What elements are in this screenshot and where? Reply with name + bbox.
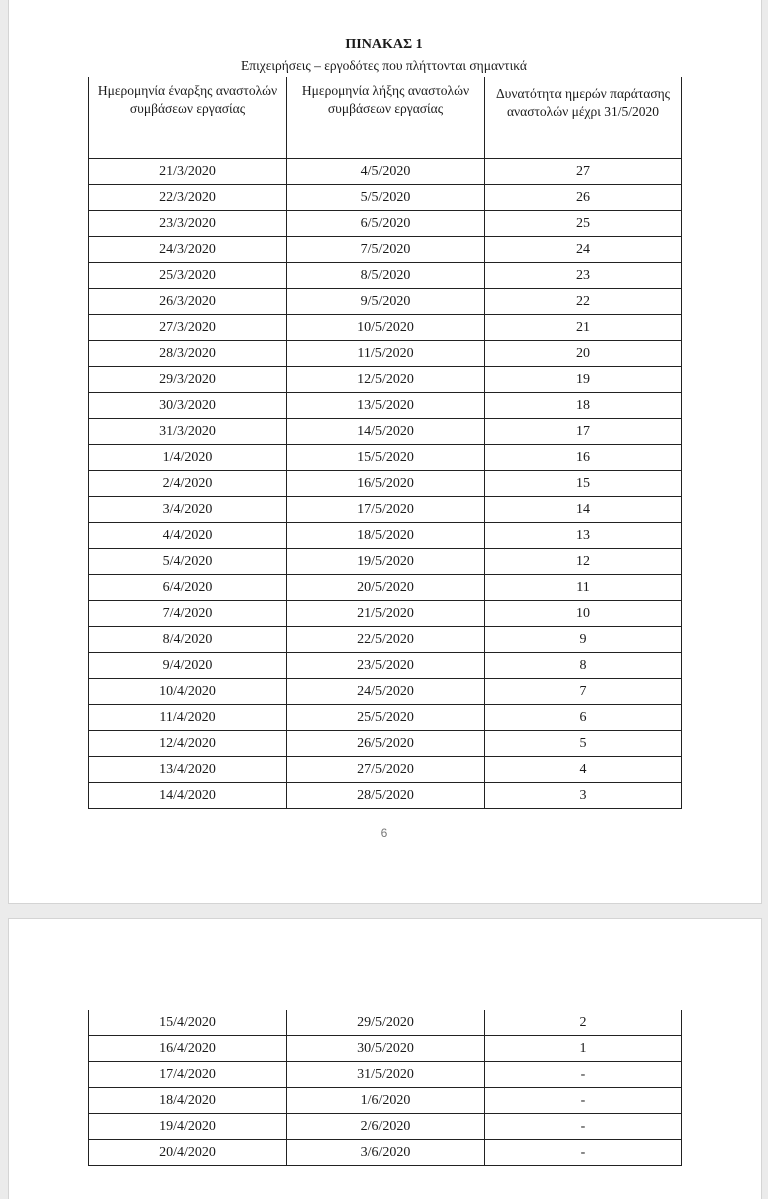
cell-extension-days: 3 <box>485 783 682 809</box>
table-row <box>89 627 682 653</box>
table-row <box>89 263 682 289</box>
cell-extension-days: 7 <box>485 679 682 705</box>
cell-extension-days: - <box>485 1140 682 1166</box>
cell-end-date: 4/5/2020 <box>287 159 485 185</box>
cell-start-date: 23/3/2020 <box>89 211 287 237</box>
cell-end-date: 28/5/2020 <box>287 783 485 809</box>
table-row <box>89 237 682 263</box>
cell-extension-days: - <box>485 1062 682 1088</box>
cell-start-date: 12/4/2020 <box>89 731 287 757</box>
table-row <box>89 653 682 679</box>
cell-extension-days: 11 <box>485 575 682 601</box>
table-row <box>89 731 682 757</box>
cell-extension-days: 9 <box>485 627 682 653</box>
cell-start-date: 6/4/2020 <box>89 575 287 601</box>
cell-start-date: 10/4/2020 <box>89 679 287 705</box>
cell-end-date: 23/5/2020 <box>287 653 485 679</box>
table-row <box>89 1010 682 1036</box>
cell-end-date: 26/5/2020 <box>287 731 485 757</box>
cell-extension-days: 15 <box>485 471 682 497</box>
table-row <box>89 523 682 549</box>
cell-end-date: 17/5/2020 <box>287 497 485 523</box>
cell-start-date: 16/4/2020 <box>89 1036 287 1062</box>
header-start-date: Ημερομηνία έναρξης αναστολών συμβάσεων εργασίας <box>89 77 287 159</box>
cell-extension-days: 22 <box>485 289 682 315</box>
table-row <box>89 549 682 575</box>
cell-end-date: 27/5/2020 <box>287 757 485 783</box>
cell-extension-days: 16 <box>485 445 682 471</box>
cell-start-date: 3/4/2020 <box>89 497 287 523</box>
cell-start-date: 17/4/2020 <box>89 1062 287 1088</box>
cell-start-date: 29/3/2020 <box>89 367 287 393</box>
cell-end-date: 7/5/2020 <box>287 237 485 263</box>
cell-end-date: 31/5/2020 <box>287 1062 485 1088</box>
cell-extension-days: 19 <box>485 367 682 393</box>
table-row <box>89 1036 682 1062</box>
cell-start-date: 30/3/2020 <box>89 393 287 419</box>
cell-end-date: 10/5/2020 <box>287 315 485 341</box>
cell-start-date: 22/3/2020 <box>89 185 287 211</box>
cell-end-date: 24/5/2020 <box>287 679 485 705</box>
table-row <box>89 705 682 731</box>
cell-start-date: 4/4/2020 <box>89 523 287 549</box>
cell-end-date: 18/5/2020 <box>287 523 485 549</box>
table-row <box>89 783 682 809</box>
table-row <box>89 471 682 497</box>
table-row <box>89 575 682 601</box>
schedule-table-page-1 <box>88 77 682 809</box>
table-row <box>89 601 682 627</box>
cell-end-date: 8/5/2020 <box>287 263 485 289</box>
cell-extension-days: 2 <box>485 1010 682 1036</box>
cell-end-date: 29/5/2020 <box>287 1010 485 1036</box>
cell-start-date: 21/3/2020 <box>89 159 287 185</box>
cell-start-date: 11/4/2020 <box>89 705 287 731</box>
cell-end-date: 16/5/2020 <box>287 471 485 497</box>
table-row <box>89 419 682 445</box>
cell-start-date: 7/4/2020 <box>89 601 287 627</box>
cell-extension-days: 10 <box>485 601 682 627</box>
cell-end-date: 20/5/2020 <box>287 575 485 601</box>
cell-end-date: 5/5/2020 <box>287 185 485 211</box>
cell-start-date: 2/4/2020 <box>89 471 287 497</box>
cell-extension-days: 1 <box>485 1036 682 1062</box>
table-row <box>89 211 682 237</box>
cell-end-date: 1/6/2020 <box>287 1088 485 1114</box>
cell-end-date: 11/5/2020 <box>287 341 485 367</box>
cell-end-date: 15/5/2020 <box>287 445 485 471</box>
page-number: 6 <box>380 826 388 840</box>
table-row <box>89 289 682 315</box>
cell-start-date: 25/3/2020 <box>89 263 287 289</box>
cell-extension-days: - <box>485 1114 682 1140</box>
schedule-table-page-2 <box>88 1010 682 1166</box>
table-row <box>89 159 682 185</box>
table-row <box>89 497 682 523</box>
table-row <box>89 367 682 393</box>
cell-end-date: 3/6/2020 <box>287 1140 485 1166</box>
cell-extension-days: 17 <box>485 419 682 445</box>
cell-extension-days: 13 <box>485 523 682 549</box>
table-row <box>89 1114 682 1140</box>
cell-extension-days: 26 <box>485 185 682 211</box>
table-row <box>89 757 682 783</box>
table-title: ΠΙΝΑΚΑΣ 1 <box>345 37 423 52</box>
cell-start-date: 27/3/2020 <box>89 315 287 341</box>
table-row <box>89 445 682 471</box>
cell-extension-days: 21 <box>485 315 682 341</box>
cell-end-date: 22/5/2020 <box>287 627 485 653</box>
cell-start-date: 26/3/2020 <box>89 289 287 315</box>
cell-extension-days: 5 <box>485 731 682 757</box>
cell-extension-days: 8 <box>485 653 682 679</box>
cell-extension-days: 12 <box>485 549 682 575</box>
cell-extension-days: 23 <box>485 263 682 289</box>
cell-start-date: 9/4/2020 <box>89 653 287 679</box>
table-row <box>89 1062 682 1088</box>
cell-end-date: 19/5/2020 <box>287 549 485 575</box>
cell-extension-days: 20 <box>485 341 682 367</box>
table-row <box>89 1088 682 1114</box>
cell-start-date: 19/4/2020 <box>89 1114 287 1140</box>
cell-extension-days: 18 <box>485 393 682 419</box>
cell-start-date: 8/4/2020 <box>89 627 287 653</box>
cell-end-date: 21/5/2020 <box>287 601 485 627</box>
cell-end-date: 9/5/2020 <box>287 289 485 315</box>
header-end-date: Ημερομηνία λήξης αναστολών συμβάσεων εργασίας <box>287 77 485 159</box>
table-subtitle: Επιχειρήσεις – εργοδότες που πλήττονται σημαντικά <box>241 58 527 73</box>
cell-start-date: 13/4/2020 <box>89 757 287 783</box>
cell-start-date: 20/4/2020 <box>89 1140 287 1166</box>
table-row <box>89 315 682 341</box>
cell-end-date: 6/5/2020 <box>287 211 485 237</box>
cell-extension-days: 14 <box>485 497 682 523</box>
table-header-row <box>89 77 682 159</box>
cell-start-date: 28/3/2020 <box>89 341 287 367</box>
cell-start-date: 14/4/2020 <box>89 783 287 809</box>
cell-start-date: 31/3/2020 <box>89 419 287 445</box>
cell-extension-days: 25 <box>485 211 682 237</box>
header-extension-days: Δυνατότητα ημερών παράτασης αναστολών μέχρι 31/5/2020 <box>485 77 682 159</box>
table-row <box>89 341 682 367</box>
cell-end-date: 13/5/2020 <box>287 393 485 419</box>
table-row <box>89 679 682 705</box>
cell-end-date: 14/5/2020 <box>287 419 485 445</box>
table-row <box>89 1140 682 1166</box>
table-row <box>89 393 682 419</box>
cell-extension-days: - <box>485 1088 682 1114</box>
cell-end-date: 2/6/2020 <box>287 1114 485 1140</box>
cell-start-date: 24/3/2020 <box>89 237 287 263</box>
table-row <box>89 185 682 211</box>
cell-start-date: 15/4/2020 <box>89 1010 287 1036</box>
cell-end-date: 30/5/2020 <box>287 1036 485 1062</box>
cell-end-date: 12/5/2020 <box>287 367 485 393</box>
cell-extension-days: 27 <box>485 159 682 185</box>
cell-extension-days: 4 <box>485 757 682 783</box>
cell-start-date: 5/4/2020 <box>89 549 287 575</box>
cell-start-date: 18/4/2020 <box>89 1088 287 1114</box>
cell-extension-days: 24 <box>485 237 682 263</box>
cell-start-date: 1/4/2020 <box>89 445 287 471</box>
cell-extension-days: 6 <box>485 705 682 731</box>
cell-end-date: 25/5/2020 <box>287 705 485 731</box>
